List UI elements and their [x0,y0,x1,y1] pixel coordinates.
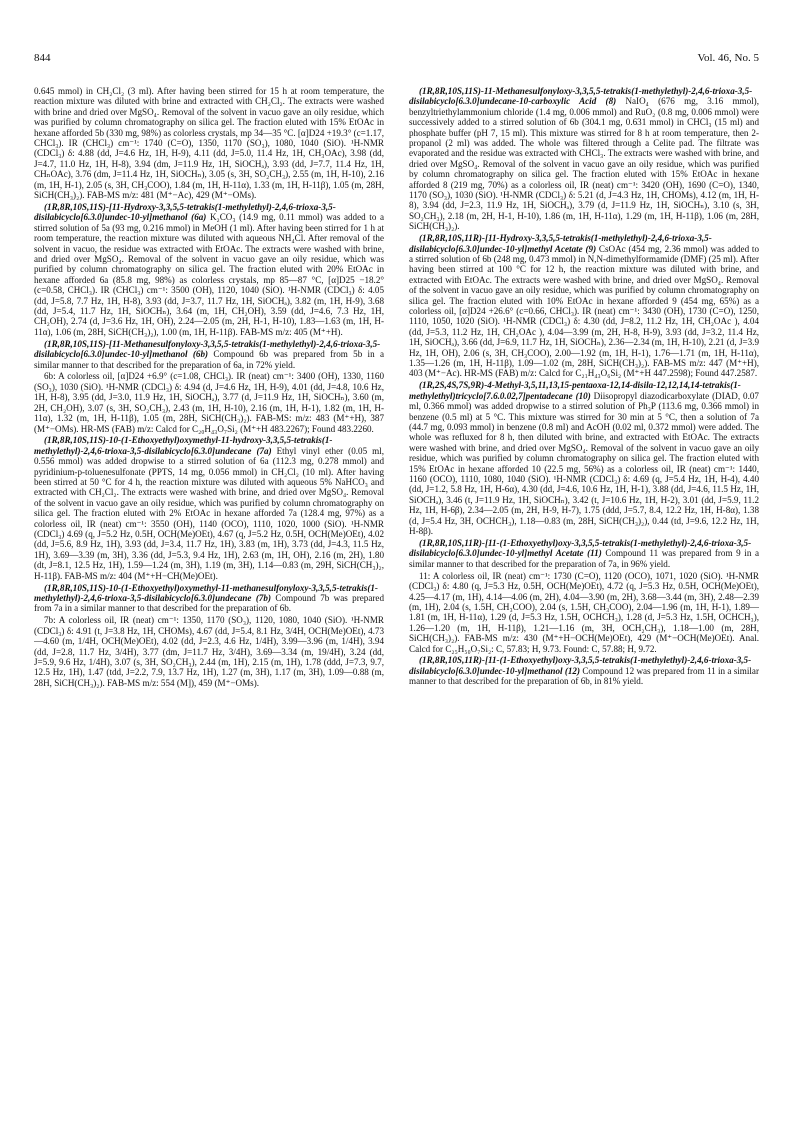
paragraph [409,233,759,379]
compound-heading: (1R,2S,4S,7S,9R)-4-Methyl-3,5,11,13,15-pentaoxa-12,14-disila-12,12,14,14-tetrakis(1-methylethyl)tricyclo[7.6.0.02,7]pentadecane (10) [409,380,741,401]
paragraph [409,655,759,686]
paragraph-text: 11: A colorless oil, IR (neat) cm⁻¹: 1730 (C=O), 1120 (OCO), 1071, 1020 (SiO). ¹H-NMR (CDCl₃) δ: 4.80 (q, J=5.3 Hz, 0.5H, OCH(Me)OEt), 4.72 (q, J=5.3 Hz, 0.5H, OCH(Me)OEt), 4.25—4.17 (m, 1H), 4.14—4.06 (m, 2H), 4.04—3.90 (m, 2H), 3.68—3.44 (m, 3H), 2.48—2.39 (m, 1H), 2.04 (s, 1.5H, CH₃COO), 2.04 (s, 1.5H, CH₃COO), 2.04—1.96 (m, 1H, H-1), 1.89—1.81 (m, 1H, H-11α), 1.29 (d, J=5.3 Hz, 1.5H, OCHCH₃), 1.28 (d, J=5.3 Hz, 1.5H, OCHCH₃), 1.26—1.20 (m, 1H, H-11β), 1.21—1.16 (m, 3H, OCH₂CH₃), 1.18—1.00 (m, 28H, SiCH(CH₃)₂). FAB-MS m/z: 430 (M⁺+H−OCH(Me)OEt), 429 (M⁺−OCH(Me)OEt). Anal. Calcd for C₂₅H₅₀O₇Si₂: C, 57.83; H, 9.73. Found: C, 57.88; H, 9.72. [409,570,759,654]
compound-heading: (1R,8R,10S,11S)-[11-Hydroxy-3,3,5,5-tetrakis(1-methylethyl)-2,4,6-trioxa-3,5-disilabicyclo[6.3.0]undec-10-yl]methanol (6a) [34,201,336,223]
compound-heading: (1R,8R,10S,11S)-10-(1-Ethoxyethyl)oxymethyl-11-hydroxy-3,3,5,5-tetrakis(1-methylethyl)-2,4,6-trioxa-3,5-disilabicyclo[6.3.0]undecane (7a) [34,435,333,456]
compound-heading: (1R,8R,10S,11R)-[11-Hydroxy-3,3,5,5-tetrakis(1-methylethyl)-2,4,6-trioxa-3,5-disilabicyclo[6.3.0]undec-10-yl]methyl Acetate (9) [409,233,712,254]
paragraph-text: Compound 11 was prepared from 9 in a similar manner to that described for the preparation of 7a, in 96% yield. [409,548,759,569]
paragraph [409,86,759,232]
paragraph-text: 6b: A colorless oil, [α]D24 +6.9° (c=1.08, CHCl₃). IR (neat) cm⁻¹: 3400 (OH), 1330, 1160 (SO₃), 1030 (SiO). ¹H-NMR (CDCl₃) δ: 4.94 (d, J=4.6 Hz, 1H, H-9), 4.01 (dd, J=4.8, 10.6 Hz, 1H, H-8), 3.95 (dd, J=3.0, 11.9 Hz, 1H, SiOCHₐ), 3.77 (d, J=11.9 Hz, 1H, SiOCHₙ), 3.60 (m, 2H, CH₂OH), 3.07 (s, 3H, SO₂CH₃), 2.43 (m, 1H, H-10), 2.16 (m, 1H, H-1), 1.82 (m, 1H, H-11α), 1.32 (m, 1H, H-11β), 1.05 (m, 28H, SiCH(CH₃)₂). FAB-MS: m/z: 483 (M⁺+H), 387 (M⁺−OMs). HR-MS (FAB) m/z: Calcd for C₂₀H₄₃O₇Si₂ (M⁺+H 483.2267); Found 483.2260. [34,371,384,434]
page-number: 844 [34,52,51,64]
paragraph-text: 0.645 mmol) in CH₂Cl₂ (3 ml). After having been stirred for 15 h at room temperature, the reaction mixture was diluted with brine and extracted with CH₂Cl₂. The extracts were washed with brine and dried over MgSO₄. Removal of the solvent in vacuo gave an oily residue, which was purified by column chromatography on silica gel. The fraction eluted with 15% EtOAc in hexane afforded 5b (330 mg, 98%) as colorless crystals, mp 34—35 °C. [α]D24 +19.3° (c=1.17, CHCl₃). IR (CHCl₃) cm⁻¹: 1740 (C=O), 1350, 1170 (SO₃), 1080, 1040 (SiO). ¹H-NMR (CDCl₃) δ: 4.88 (dd, J=4.6 Hz, 1H, H-9), 4.11 (dd, J=5.0, 11.4 Hz, 1H, CH₃OAc), 3.98 (dd, J=4.7, 11.0 Hz, 1H, H-8), 3.94 (dm, J=11.9 Hz, 1H, SiOCHₐ), 3.93 (dd, J=7.7, 11.4 Hz, 1H, CHₙOAc), 3.76 (dm, J=11.4 Hz, 1H, SiOCHₙ), 3.05 (s, 3H, SO₂CH₃), 2.55 (m, 1H, H-10), 2.16 (m, 1H, H-1), 2.05 (s, 3H, CH₃COO), 1.84 (m, 1H, H-11α), 1.33 (m, 1H, H-11β), 1.05 (m, 28H, SiCH(CH₃)₂). FAB-MS m/z: 481 (M⁺−Ac), 429 (M⁺−OMs). [34,86,384,201]
paragraph [34,86,384,200]
left-column [34,86,384,1096]
paragraph-text: Compound 6b was prepared from 5b in a similar manner to that described for the preparation of 6a, in 72% yield. [34,349,384,370]
paragraph-text: Compound 12 was prepared from 11 in a similar manner to that described for the preparation of 6b, in 81% yield. [409,665,759,687]
paragraph-text: Diisopropyl diazodicarboxylate (DIAD, 0.07 ml, 0.366 mmol) was added dropwise to a stirred solution of Ph₃P (113.6 mg, 0.366 mmol) in benzene (0.5 ml) at 5 °C. This mixture was stirred for 30 min at 5 °C, then a solution of 7a (44.7 mg, 0.093 mmol) in benzene (0.8 ml) and AcOH (0.02 ml, 0.372 mmol) were added. The whole was refluxed for 8 h, then diluted with brine, and extracted with EtOAc. The extracts were washed with brine, and dried over MgSO₄. Removal of the solvent in vacuo gave an oily residue, which was purified by column chromatography on silica gel. The fraction eluted with 15% EtOAc in hexane afforded 10 (22.5 mg, 56%) as a colorless oil, IR (neat) cm⁻¹: 1440, 1160 (OCO), 1110, 1080, 1040 (SiO). ¹H-NMR (CDCl₃) δ: 4.69 (q, J=5.4 Hz, 1H, H-4), 4.40 (dd, J=1.2, 5.8 Hz, 1H, H-6α), 4.30 (dd, J=4.6, 10.6 Hz, 1H, H-1), 3.88 (dd, J=4.6, 11.5 Hz, 1H, SiOCHₐ), 3.46 (t, J=11.9 Hz, 1H, SiOCHₙ), 3.42 (t, J=10.6 Hz, 1H, H-2), 3.01 (dd, J=5.9, 11.2 Hz, 1H, H-6β), 2.34—2.05 (m, 2H, H-9, H-7), 1.75 (ddd, J=5.7, 8.4, 12.2 Hz, 1H, H-8α), 1.38 (d, J=5.4 Hz, 3H, OCHCH₃), 1.18—0.83 (m, 28H, SiCH(CH₃)₂), 0.44 (td, J=9.6, 12.2 Hz, 1H, H-8β). [409,390,759,537]
paragraph [34,371,384,433]
paragraph-text: CsOAc (454 mg, 2.36 mmol) was added to a stirred solution of 6b (248 mg, 0.473 mmol) in N,N-dimethylformamide (DMF) (25 ml). After having been stirred at 100 °C for 12 h, the reaction mixture was diluted with brine, and extracted with EtOAc. The extracts were washed with brine, and dried over MgSO₄. Removal of the solvent in vacuo gave an oily residue, which was purified by column chromatography on silica gel. The fraction eluted with 10% EtOAc in hexane afforded 9 (454 mg, 65%) as a colorless oil, [α]D24 +26.6° (c=0.66, CHCl₃). IR (neat) cm⁻¹: 3430 (OH), 1730 (C=O), 1250, 1110, 1050, 1020 (SiO). ¹H-NMR (CDCl₃) δ: 4.30 (dd, J=8.2, 11.2 Hz, 1H, CH₂OAc ), 4.04 (dd, J=5.3, 11.2 Hz, 1H, CH₂OAc ), 4.04—3.99 (m, 2H, H-8, H-9), 3.93 (dd, J=3.2, 11.4 Hz, 1H, SiOCHₐ), 3.66 (dd, J=6.9, 11.7 Hz, 1H, SiOCHₙ), 2.36—2.34 (m, 1H, H-10), 2.21 (d, J=3.9 Hz, 1H, OH), 2.06 (s, 3H, CH₃COO), 2.00—1.92 (m, 1H, H-1), 1.76—1.71 (m, 1H, H-11α), 1.35—1.26 (m, 1H, H-11β), 1.09—1.02 (m, 28H, SiCH(CH₃)₂). FAB-MS m/z: 447 (M⁺+H), 403 (M⁺−Ac). HR-MS (FAB) m/z: Calcd for C₂₁H₄₃O₆Si₂ (M⁺+H 447.2598); Found 447.2587. [409,243,759,379]
paragraph [34,202,384,337]
paragraph-text: 7b: A colorless oil, IR (neat) cm⁻¹: 1350, 1170 (SO₃), 1120, 1080, 1040 (SiO). ¹H-NMR (CDCl₃) δ: 4.91 (t, J=3.8 Hz, 1H, CHOMs), 4.67 (dd, J=5.4, 8.1 Hz, 3/4H, OCH(Me)OEt), 4.73—4.60 (m, 1/4H, OCH(Me)OEt), 4.02 (dd, J=2.3, 4.6 Hz, 1/4H), 3.99—3.96 (m, 1/4H), 3.94 (dd, J=2.8, 11.7 Hz, 3/4H), 3.77 (dm, J=11.7 Hz, 3/4H), 3.69—3.34 (m, 19/4H), 3.24 (dd, J=5.9, 9.6 Hz, 1/4H), 3.07 (s, 3H, SO₂CH₃), 2.44 (m, 1H), 2.15 (m, 1H), 1.78 (ddd, J=7.3, 9.7, 12.5 Hz, 1H), 1.47 (tdd, J=2.2, 7.9, 13.7 Hz, 1H), 1.27 (m, 3H), 1.17 (m, 3H), 1.09—0.88 (m, 28H, SiCH(CH₃)₂). FAB-MS m/z: 554 (M]), 459 (M⁺−OMs). [34,615,384,688]
journal-volume: Vol. 46, No. 5 [697,52,759,64]
compound-heading: (1R,8R,10S,11R)-[11-(1-Ethoxyethyl)oxy-3,3,5,5-tetrakis(1-methylethyl)-2,4,6-trioxa-3,5-disilabicyclo[6.3.0]undec-10-yl]methanol (12) [409,655,752,676]
compound-heading: (1R,8R,10S,11S)-11-Methanesulfonyloxy-3,3,5,5-tetrakis(1-methylethyl)-2,4,6-trioxa-3,5-disilabicyclo[6.3.0]undecane-10-carboxylic Acid (8) [409,86,753,107]
paragraph [409,380,759,536]
paragraph [34,339,384,370]
paragraph [34,615,384,688]
paragraph [34,435,384,581]
compound-heading: (1R,8R,10S,11S)-[11-Methanesulfonyloxy-3,3,5,5-tetrakis(1-methylethyl)-2,4,6-trioxa-3,5-disilabicyclo[6.3.0]undec-10-yl]methanol (6b) [34,338,381,360]
paragraph-text: K₂CO₃ (14.9 mg, 0.11 mmol) was added to a stirred solution of 5a (93 mg, 0.216 mmol) in MeOH (1 ml). After having been stirred for 1 h at room temperature, the reaction mixture was diluted with aqueous NH₄Cl. After removal of the solvent in vacuo, the residue was extracted with EtOAc. The extracts were washed with brine, and dried over MgSO₄. Removal of the solvent in vacuo gave an oily residue, which was purified by column chromatography on silica gel. The fraction eluted with 20% EtOAc in hexane afforded 6a (85.8 mg, 98%) as colorless crystals, mp 85—87 °C, [α]D25 −18.2° (c=0.58, CHCl₃). IR (CHCl₃) cm⁻¹: 3500 (OH), 1120, 1040 (SiO). ¹H-NMR (CDCl₃) δ: 4.05 (dd, J=5.8, 7.7 Hz, 1H, H-8), 3.93 (dd, J=3.7, 11.7 Hz, 1H, SiOCHₐ), 3.82 (m, 1H, H-9), 3.68 (dd, J=5.4, 11.7 Hz, 1H, SiOCHₙ), 3.64 (m, 1H, CH₂OH), 3.59 (dd, J=4.6, 7.3 Hz, 1H, CH₂OH), 2.74 (d, J=3.6 Hz, 1H, OH), 2.24—2.05 (m, 2H, H-1, H-10), 1.83—1.63 (m, 1H, H-11α), 1.06 (m, 28H, SiCH(CH₃)₂), 1.00 (m, 1H, H-11β). FAB-MS m/z: 405 (M⁺+H). [34,212,384,337]
paragraph-text: Compound 7b was prepared from 7a in a similar manner to that described for the preparation of 6b. [34,593,384,614]
paragraph-text: Ethyl vinyl ether (0.05 ml, 0.556 mmol) was added dropwise to a stirred solution of 6a (112.3 mg, 0.278 mmol) and pyridinium-p-toluenesulfonate (PPTS, 14 mg, 0.056 mmol) in CH₂Cl₂ (10 ml). After having been stirred at 50 °C for 4 h, the reaction mixture was diluted with aqueous 5% NaHCO₃ and extracted with CH₂Cl₂. The extracts were washed with brine, and dried over MgSO₄. Removal of the solvent in vacuo gave an oily residue, which was purified by column chromatography on silica gel. The fraction eluted with 2% EtOAc in hexane afforded 7a (128.4 mg, 97%) as a colorless oil, IR (neat) cm⁻¹: 3550 (OH), 1140 (OCO), 1110, 1020, 1000 (SiO). ¹H-NMR (CDCl₃) 4.69 (q, J=5.2 Hz, 0.5H, OCH(Me)OEt), 4.67 (q, J=5.2 Hz, 0.5H, OCH(Me)OEt), 4.02 (dd, J=5.6, 8.9 Hz, 1H), 3.93 (dd, J=3.4, 11.7 Hz, 1H), 3.83 (m, 1H), 3.73 (dd, J=4.3, 11.5 Hz, 1H), 3.69—3.39 (m, 3H), 3.36 (dd, J=5.3, 9.4 Hz, 1H), 2.63 (m, 1H, OH), 2.16 (m, 2H), 1.80 (dt, J=8.1, 12.5 Hz, 1H), 1.59—1.24 (m, 3H), 1.19 (m, 3H), 1.14—0.83 (m, 29H, SiCH(CH₃)₂, H-11β). FAB-MS m/z: 404 (M⁺+H−CH(Me)OEt). [34,445,384,581]
paragraph-text: NaIO₄ (676 mg, 3.16 mmol), benzyltriethylammonium chloride (1.4 mg, 0.006 mmol) and RuO₂ (0.8 mg, 0.006 mmol) were successively added to a stirred solution of 6b (304.1 mg, 0.631 mmol) in CHCl₃ (15 ml) and phosphate buffer (pH 7, 15 ml). This mixture was stirred for 8 h at room temperature, then 2-propanol (2 ml) was added. The whole was filtered through a Celite pad. The filtrate was evaporated and the residue was extracted with CHCl₃. The extracts were washed with brine, and dried over MgSO₄. Removal of the solvent in vacuo gave an oily residue, which was purified by column chromatography on silica gel. The fraction eluted with 15% EtOAc in hexane afforded 8 (219 mg, 70%) as a colorless oil, IR (neat) cm⁻¹: 3420 (OH), 1690 (C=O), 1340, 1170 (SO₃), 1030 (SiO). ¹H-NMR (CDCl₃) δ: 5.21 (d, J=4.3 Hz, 1H, CHOMs), 4.12 (m, 1H, H-8), 3.94 (dd, J=2.3, 11.9 Hz, 1H, SiOCHₐ), 3.79 (d, J=11.9 Hz, 1H, SiOCHₙ), 3.10 (s, 3H, SO₂CH₃), 2.18 (m, 2H, H-1, H-10), 1.86 (m, 1H, H-11α), 1.29 (m, 1H, H-11β), 1.06 (m, 28H, SiCH(CH₃)₂). [409,96,759,232]
compound-heading: (1R,8R,10S,11R)-[11-(1-Ethoxyethyl)oxy-3,3,5,5-tetrakis(1-methylethyl)-2,4,6-trioxa-3,5-disilabicyclo[6.3.0]undec-10-yl]methyl Acetate (11) [409,537,752,559]
paragraph [409,538,759,569]
right-column [409,86,759,1096]
paragraph [409,571,759,654]
paragraph [34,583,384,614]
compound-heading: (1R,8R,10S,11S)-10-(1-Ethoxyethyl)oxymethyl-11-methanesulfonyloxy-3,3,5,5-tetrakis(1-methylethyl)-2,4,6-trioxa-3,5-disilabicyclo[6.3.0]undecane (7b) [34,582,378,603]
